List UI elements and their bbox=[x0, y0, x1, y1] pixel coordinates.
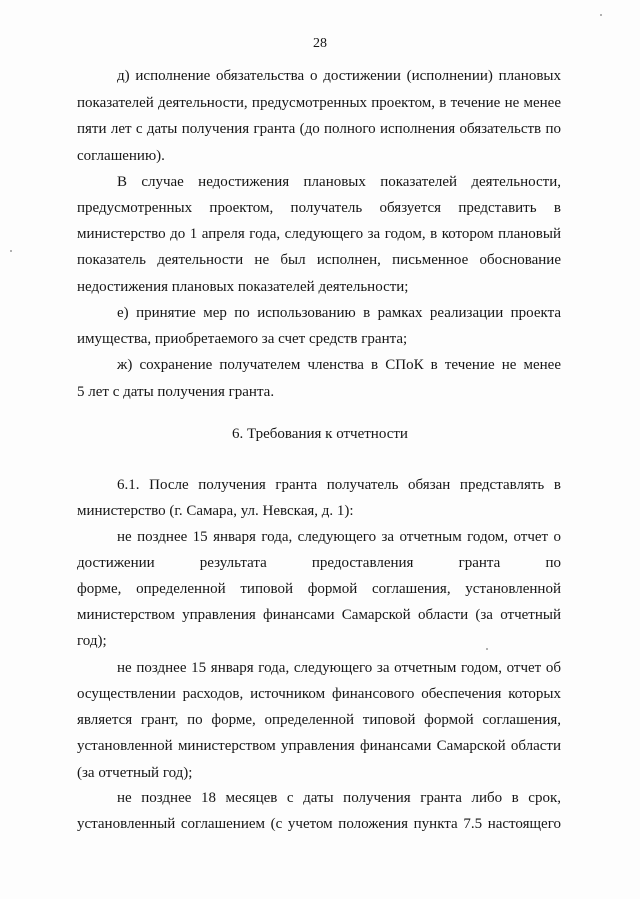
text-line: достижении результата предоставления гранта по bbox=[77, 555, 561, 571]
text-line: 6.1. После получения гранта получатель обязан представлять в bbox=[117, 477, 561, 493]
text-line: установленной министерством управления финансами Самарской области bbox=[77, 738, 561, 754]
text-line: (за отчетный год); bbox=[77, 765, 193, 781]
text-line: установленный соглашением (с учетом положения пункта 7.5 настоящего bbox=[77, 816, 561, 832]
text-line: министерством управления финансами Самарской области (за отчетный bbox=[77, 607, 561, 623]
text-line: показателей деятельности, предусмотренных проектом, в течение не менее bbox=[77, 95, 561, 111]
scan-speck bbox=[10, 250, 12, 252]
text-line: В случае недостижения плановых показателей деятельности, bbox=[117, 174, 561, 190]
text-line: министерство до 1 апреля года, следующего за годом, в котором плановый bbox=[77, 226, 561, 242]
text-line: соглашению). bbox=[77, 148, 165, 164]
text-line: 5 лет с даты получения гранта. bbox=[77, 384, 275, 400]
text-line: имущества, приобретаемого за счет средств гранта; bbox=[77, 331, 408, 347]
scan-speck bbox=[600, 14, 602, 16]
text-line: не позднее 18 месяцев с даты получения гранта либо в срок, bbox=[117, 790, 561, 806]
text-line: показатель деятельности не был исполнен, письменное обоснование bbox=[77, 252, 561, 268]
text-line: е) принятие мер по использованию в рамках реализации проекта bbox=[117, 305, 561, 321]
text-line: осуществлении расходов, источником финансового обеспечения которых bbox=[77, 686, 561, 702]
page-number: 28 bbox=[313, 36, 327, 51]
text-line: является грант, по форме, определенной типовой формой соглашения, bbox=[77, 712, 561, 728]
scan-speck bbox=[486, 648, 488, 650]
text-line: предусмотренных проектом, получатель обязуется представить в bbox=[77, 200, 561, 216]
text-line: ж) сохранение получателем членства в СПоК в течение не менее bbox=[117, 357, 561, 373]
text-line: недостижения плановых показателей деятельности; bbox=[77, 279, 409, 295]
text-line: форме, определенной типовой формой соглашения, установленной bbox=[77, 581, 561, 597]
section-heading: 6. Требования к отчетности bbox=[232, 426, 408, 442]
text-line: не позднее 15 января года, следующего за отчетным годом, отчет о bbox=[117, 529, 561, 545]
text-line: пяти лет с даты получения гранта (до полного исполнения обязательств по bbox=[77, 121, 561, 137]
text-line: министерство (г. Самара, ул. Невская, д. 1): bbox=[77, 503, 354, 519]
text-line: год); bbox=[77, 633, 107, 649]
text-line: не позднее 15 января года, следующего за отчетным годом, отчет об bbox=[117, 660, 561, 676]
text-line: д) исполнение обязательства о достижении (исполнении) плановых bbox=[117, 68, 561, 84]
